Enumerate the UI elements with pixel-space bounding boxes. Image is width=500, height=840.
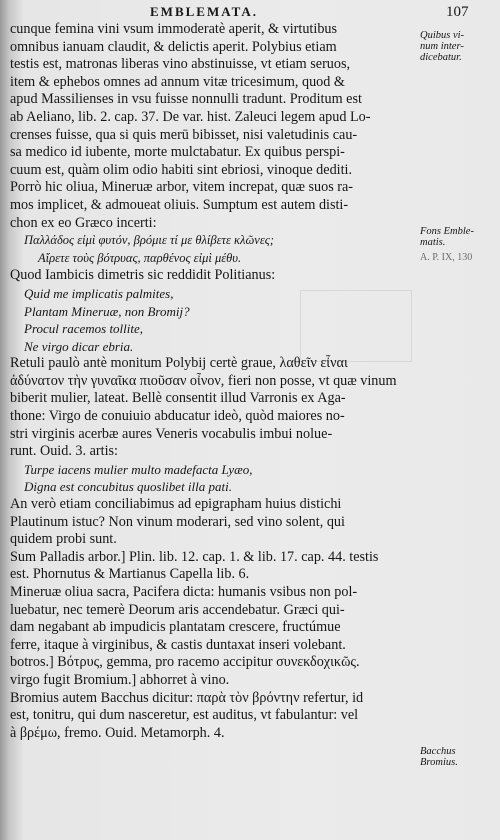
margin-note-line: Bromius. [420, 757, 458, 768]
text-line: Αἴρετε τοὺς βότρυας, παρθένος εἰμὶ μέθυ. [38, 250, 242, 265]
text-line: Quid me implicatis palmites, [24, 285, 174, 301]
margin-note-line: Bacchus [420, 746, 456, 757]
text-line: Παλλάδος εἰμὶ φυτόν, βρόμιε τί με θλίβετε κλῶνες; [24, 233, 274, 248]
pencil-annotation-text: A. P. IX, 130 [420, 252, 473, 263]
text-line: biberit mulier, lateat. Bellè consentit illud Varronis ex Aga- [10, 390, 346, 407]
text-line: Sum Palladis arbor.] Plin. lib. 12. cap. 1. & lib. 17. cap. 44. testis [10, 548, 379, 565]
text-line: stri virginis acerbæ aures Veneris vocabulis imbui nolue- [10, 425, 333, 442]
text-line: est. Phornutus & Martianus Capella lib. 6. [10, 566, 250, 583]
text-line: thone: Virgo de conuiuio abducatur ideò, quòd maiores no- [10, 408, 345, 425]
text-line: testis est, matronas liberas vino abstinuisse, vt etiam seruos, [10, 56, 351, 73]
page-number: 107 [446, 4, 469, 20]
text-line: Bromius autem Bacchus dicitur: παρὰ τὸν βρόντην refertur, id [10, 689, 364, 706]
text-line: dam negabant ab impudicis plantatam crescere, fructúmue [10, 619, 341, 636]
text-line: chon ex eo Græco incerti: [10, 214, 157, 231]
margin-note-quibus [420, 30, 464, 63]
text-line: apud Massilienses in vsu fuisse nonnulli tradunt. Proditum est [10, 91, 362, 108]
margin-note-line: num inter- [420, 41, 464, 52]
page-header [0, 4, 500, 22]
text-line: Procul racemos tollite, [24, 321, 144, 337]
text-line: runt. Ouid. 3. artis: [10, 443, 118, 460]
text-line: An verò etiam conciliabimus ad epigrapham huius distichi [10, 496, 342, 513]
text-line: Ne virgo dicar ebria. [24, 338, 134, 354]
text-line: Plantam Mineruæ, non Bromij? [24, 303, 190, 319]
text-line: cuum est, quàm olim odio habiti sint ebriosi, vinoque dediti. [10, 161, 353, 178]
text-line: Porrò hic oliua, Mineruæ arbor, vitem increpat, quæ suos ra- [10, 179, 354, 196]
text-line: Turpe iacens mulier multo madefacta Lyæo, [24, 461, 253, 477]
text-line: ab Aeliano, lib. 2. cap. 37. De var. hist. Zaleuci legem apud Lo- [10, 108, 371, 125]
body-text [10, 21, 408, 742]
text-line: omnibus ianuam claudit, & delictis aperit. Polybius etiam [10, 38, 337, 55]
text-line: Quod Iambicis dimetris sic reddidit Politianus: [10, 267, 276, 284]
text-line: virgo fugit Bromium.] abhorret à vino. [10, 671, 230, 688]
text-line: quidem probi sunt. [10, 531, 117, 548]
text-line: Mineruæ oliua sacra, Pacifera dicta: humanis vsibus non pol- [10, 584, 358, 600]
text-line: botros.] Βότρυς, gemma, pro racemo accipitur συνεκδοχικῶς. [10, 654, 360, 671]
text-line: Plautinum istuc? Non vinum moderari, sed vino solent, qui [10, 513, 345, 530]
running-head: EMBLEMATA. [150, 4, 258, 19]
text-line: item & ephebos omnes ad annum vitæ tricesimum, quod & [10, 73, 345, 90]
text-line: cunque femina vini vsum immoderatè aperit, & virtutibus [10, 21, 338, 37]
margin-note-line: dicebatur. [420, 52, 462, 63]
text-line: crenses fuisse, qua si quis merū bibisset, nisi valetudinis cau- [10, 126, 358, 143]
margin-note-line: Quibus vi- [420, 30, 465, 41]
text-line: ἀδύνατον τὴν γυναῖκα πιοῦσαν οἶνον, fieri non posse, vt quæ vinum [10, 372, 397, 389]
text-line: Digna est concubitus quoslibet illa pati. [24, 479, 232, 495]
text-line: mos implicet, & admoueat oliuis. Sumptum est autem disti- [10, 196, 349, 213]
margin-note-bacchus [420, 746, 458, 768]
margin-note-line: matis. [420, 237, 446, 248]
text-line: sa medico id iubente, morte mulctabatur. Ex quibus perspi- [10, 144, 345, 161]
text-line: luebatur, nec temerè Deorum aris accendebatur. Græci qui- [10, 601, 345, 618]
text-line: est, tonitru, qui dum nasceretur, est auditus, vt fabulantur: vel [10, 707, 359, 724]
pencil-annotation [420, 252, 472, 263]
margin-note-line: Fons Emble- [420, 226, 474, 237]
text-line: Retuli paulò antè monitum Polybij certè graue, λαθεῖν εἶναι [10, 355, 348, 372]
text-line: ferre, itaque à virginibus, & castis duntaxat inseri volebant. [10, 636, 346, 653]
text-line: à βρέμω, fremo. Ouid. Metamorph. 4. [10, 724, 225, 741]
margin-note-fons [420, 226, 474, 248]
